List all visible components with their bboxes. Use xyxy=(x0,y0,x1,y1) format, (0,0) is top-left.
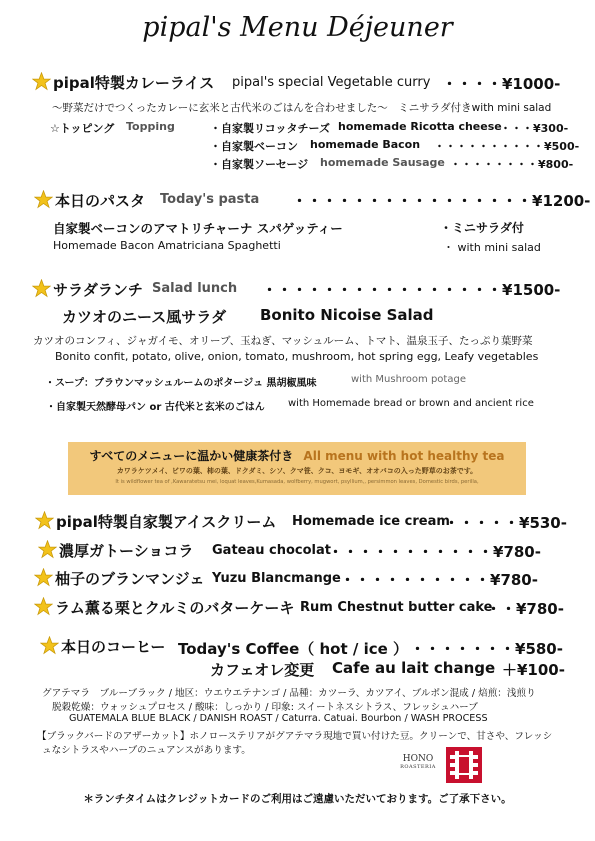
pasta-side-en: ・ with mini salad xyxy=(443,241,541,254)
topping-1-price: ・・・¥300- xyxy=(500,122,569,135)
curry-price: ・・・・¥1000- xyxy=(442,75,561,93)
star-icon xyxy=(34,568,53,587)
dessert-4-jp: ラム薫る栗とクルミのバターケーキ xyxy=(55,599,295,617)
dessert-1-price: ・・・・・¥530- xyxy=(444,514,567,532)
tea-ingredients-jp: カワラケツメイ、ビワの葉、柿の葉、ドクダミ、シソ、クマ笹、クコ、ヨモギ、オオバコの入った野草のお茶です。 xyxy=(116,467,478,475)
topping-label-en: Topping xyxy=(126,120,175,133)
topping-2-en: homemade Bacon xyxy=(310,138,421,151)
dessert-4-price: ・・¥780- xyxy=(486,600,564,618)
coffee-change-jp: カフェオレ変更 xyxy=(210,661,315,679)
salad-ingredients-en: Bonito confit, potato, olive, onion, tomato, mushroom, hot spring egg, Leafy vegetables xyxy=(55,350,539,363)
star-icon xyxy=(40,636,59,655)
salad-bread-en: with Homemade bread or brown and ancient rice xyxy=(288,398,534,409)
dessert-3-en: Yuzu Blancmange xyxy=(212,571,341,586)
dessert-1-en: Homemade ice cream xyxy=(292,514,450,529)
salad-heading xyxy=(32,279,143,300)
coffee-title-en: Today's Coffee（ hot / ice ） xyxy=(178,640,409,658)
dessert-2 xyxy=(38,540,193,561)
dessert-3-jp: 柚子のブランマンジェ xyxy=(55,570,205,588)
pasta-side-jp: ・ミニサラダ付 xyxy=(440,221,524,235)
salad-title-jp: サラダランチ xyxy=(53,281,143,299)
topping-1-jp: ・自家製リコッタチーズ xyxy=(210,122,331,135)
tea-banner-title xyxy=(68,447,526,464)
topping-1-en: homemade Ricotta cheese xyxy=(338,120,502,133)
dessert-4-en: Rum Chestnut butter cake xyxy=(300,600,493,615)
topping-2-jp: ・自家製ベーコン xyxy=(210,140,298,153)
salad-dish-en: Bonito Nicoise Salad xyxy=(260,306,434,324)
tea-banner xyxy=(68,442,526,495)
coffee-change-en: Cafe au lait change xyxy=(332,659,496,677)
coffee-origin-line1: グアテマラ ブルーブラック / 地区：ウエウエテナンゴ / 品種：カツーラ、カツアイ、ブルボン混成 / 焙煎：浅煎り xyxy=(42,688,536,699)
dessert-2-price: ・・・・・・・・・・・¥780- xyxy=(328,543,541,561)
star-icon xyxy=(32,72,51,91)
pasta-heading xyxy=(34,190,145,211)
salad-price: ・・・・・・・・・・・・・・・・¥1500- xyxy=(262,281,561,299)
coffee-heading xyxy=(40,636,165,657)
roaster-sub: ROASTERIA xyxy=(400,764,436,770)
curry-title-en: pipal's special Vegetable curry xyxy=(232,75,431,90)
coffee-title-jp: 本日のコーヒー xyxy=(61,638,166,656)
pasta-dish-jp: 自家製ベーコンのアマトリチャーナ スパゲッティー xyxy=(53,221,343,236)
star-icon xyxy=(32,279,51,298)
pasta-price: ・・・・・・・・・・・・・・・・¥1200- xyxy=(292,192,591,210)
pasta-dish-en: Homemade Bacon Amatriciana Spaghetti xyxy=(53,239,281,252)
dessert-1 xyxy=(35,511,276,532)
pasta-title-en: Today's pasta xyxy=(160,192,260,207)
salad-ingredients-jp: カツオのコンフィ、ジャガイモ、オリーブ、玉ねぎ、マッシュルーム、トマト、温泉玉子、たっぷり葉野菜 xyxy=(33,335,533,347)
footer-note: ＊ランチタイムはクレジットカードのご利用はご遠慮いただいております。ご了承下さい。 xyxy=(83,793,512,805)
roaster-logo-text xyxy=(396,754,440,770)
topping-2-price: ・・・・・・・・・・¥500- xyxy=(434,140,580,153)
star-icon xyxy=(35,511,54,530)
coffee-note-line2: ュなシトラスやハーブのニュアンスがあります。 xyxy=(42,745,251,756)
topping-3-en: homemade Sausage xyxy=(320,156,445,169)
dessert-4 xyxy=(34,597,294,618)
dessert-2-en: Gateau chocolat xyxy=(212,543,331,558)
salad-soup-jp: ・スープ：ブラウンマッシュルームのポタージュ 黒胡椒風味 xyxy=(45,378,317,389)
curry-title-jp: pipal特製カレーライス xyxy=(53,74,215,92)
tea-ingredients-en: It is wildflower tea of ,Kawaratetsu mei, loquat leaves,Kumasada, wolfberry, mugwort, psyllium,, persimmon leaves, Domestic birds, perilla, xyxy=(115,479,479,485)
coffee-origin-line3: GUATEMALA BLUE BLACK / DANISH ROAST / Caturra. Catuai. Bourbon / WASH PROCESS xyxy=(69,713,488,724)
tea-title-en: All menu with hot healthy tea xyxy=(303,449,505,463)
salad-soup-en: with Mushroom potage xyxy=(351,374,466,385)
curry-description: 〜野菜だけでつくったカレーに玄米と古代米のごはんを合わせました〜 ミニサラダ付きwith mini salad xyxy=(52,102,552,114)
curry-heading xyxy=(32,72,214,93)
coffee-price: ・・・・・・・¥580- xyxy=(410,640,563,658)
page-title: pipal's Menu Déjeuner xyxy=(142,12,453,43)
coffee-change-price: ＋¥100- xyxy=(502,661,565,679)
dessert-3-price: ・・・・・・・・・・¥780- xyxy=(340,571,538,589)
dessert-3 xyxy=(34,568,204,589)
salad-title-en: Salad lunch xyxy=(152,281,238,296)
topping-label-jp: ☆トッピング xyxy=(50,122,115,135)
roaster-logo-mark xyxy=(446,747,482,787)
coffee-note-line1: 【ブラックバードのアザーカット】ホノローステリアがグアテマラ現地で買い付けた豆。クリーンで、甘さや、フレッシ xyxy=(37,731,553,742)
pasta-title-jp: 本日のパスタ xyxy=(55,192,146,210)
roaster-name: HONO xyxy=(402,754,434,764)
star-icon xyxy=(34,597,53,616)
roaster-mark-icon xyxy=(446,747,482,783)
star-icon xyxy=(34,190,53,209)
salad-bread-jp: ・自家製天然酵母パン or 古代米と玄米のごはん xyxy=(46,402,265,413)
topping-3-jp: ・自家製ソーセージ xyxy=(210,158,309,171)
topping-3-price: ・・・・・・・・¥800- xyxy=(450,158,574,171)
coffee-origin-line2: 脱穀乾燥：ウォッシュプロセス / 酸味：しっかり / 印象: スイートネスシトラス、フレッシュハーブ xyxy=(52,702,478,713)
dessert-1-jp: pipal特製自家製アイスクリーム xyxy=(56,513,277,531)
tea-title-jp: すべてのメニューに温かい健康茶付き xyxy=(89,449,294,463)
dessert-2-jp: 濃厚ガトーショコラ xyxy=(59,542,194,560)
star-icon xyxy=(38,540,57,559)
salad-dish-jp: カツオのニース風サラダ xyxy=(62,308,227,326)
